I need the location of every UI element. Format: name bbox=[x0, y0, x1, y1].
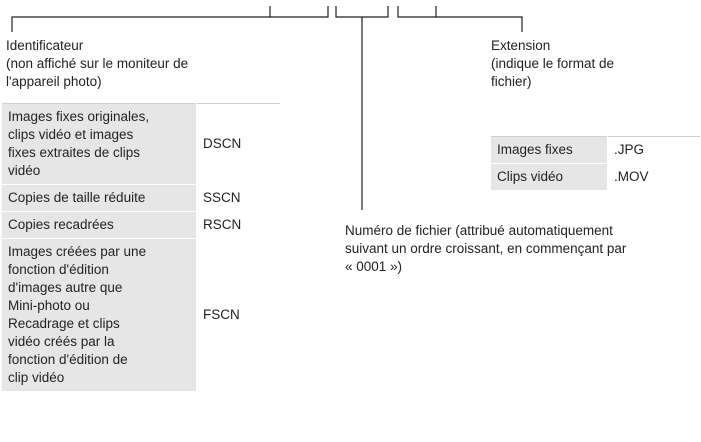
identifier-bracket-right bbox=[270, 6, 328, 17]
file-number-bracket bbox=[336, 6, 388, 17]
extension-table bbox=[491, 136, 700, 191]
table-row bbox=[2, 239, 280, 392]
table-row bbox=[2, 212, 280, 239]
identifier-type: Copies de taille réduite bbox=[2, 185, 197, 212]
table-row bbox=[491, 137, 700, 164]
identifier-code: FSCN bbox=[197, 239, 281, 392]
table-row bbox=[2, 104, 280, 185]
extension-bracket bbox=[398, 6, 436, 17]
extension-type: Images fixes bbox=[491, 137, 608, 164]
identifier-type: Copies recadrées bbox=[2, 212, 197, 239]
identifier-type: Images créées par une fonction d'édition d'images autre que Mini-photo ou Recadrage et clips vidéo créés par la fonction d'édition de clip vidéo bbox=[2, 239, 197, 392]
identifier-code: DSCN bbox=[197, 104, 281, 185]
identifier-code: RSCN bbox=[197, 212, 281, 239]
extension-value: .JPG bbox=[608, 137, 701, 164]
identifier-table bbox=[2, 103, 280, 392]
extension-type: Clips vidéo bbox=[491, 164, 608, 191]
extension-leader bbox=[436, 17, 522, 32]
extension-value: .MOV bbox=[608, 164, 701, 191]
table-row bbox=[2, 185, 280, 212]
table-row bbox=[491, 164, 700, 191]
file-number-caption: Numéro de fichier (attribué automatiquement suivant un ordre croissant, en commençant par « 0001 ») bbox=[345, 223, 627, 274]
identifier-code: SSCN bbox=[197, 185, 281, 212]
identifier-bracket bbox=[12, 6, 270, 32]
extension-caption: Extension (indique le format de fichier) bbox=[491, 38, 615, 89]
identifier-type: Images fixes originales, clips vidéo et images fixes extraites de clips vidéo bbox=[2, 104, 197, 185]
identifier-caption: Identificateur (non affiché sur le moniteur de l'appareil photo) bbox=[6, 38, 189, 89]
